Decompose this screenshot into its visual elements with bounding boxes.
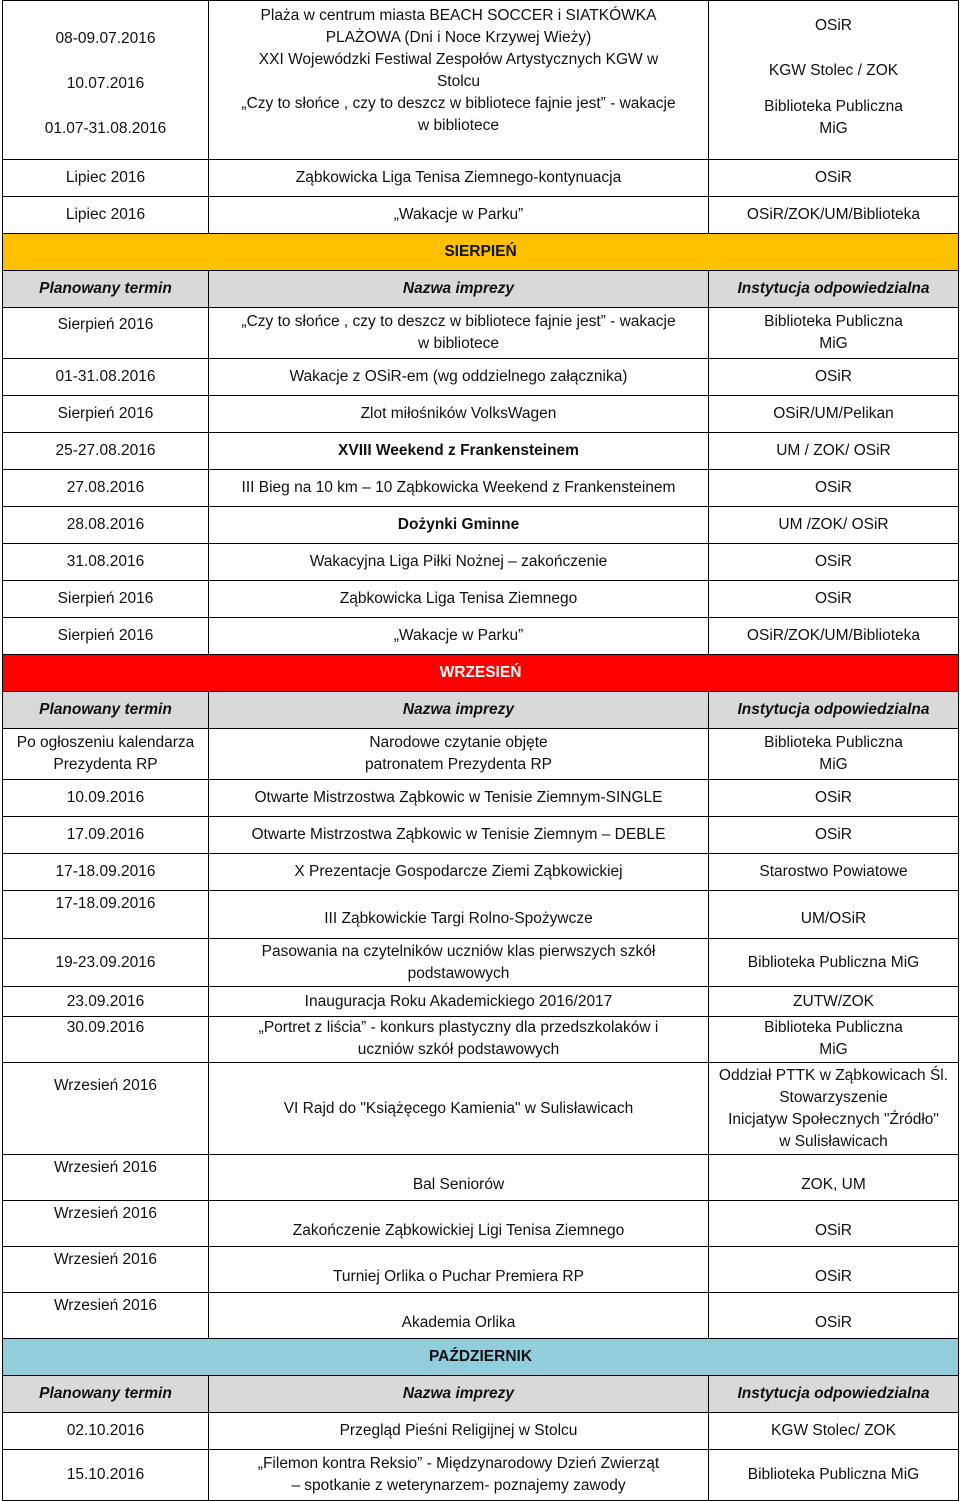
name-cell: Otwarte Mistrzostwa Ząbkowic w Tenisie Ziemnym-SINGLE <box>209 780 709 817</box>
date-cell: 02.10.2016 <box>3 1413 209 1450</box>
institution-cell: Biblioteka Publiczna MiG <box>709 1450 959 1501</box>
table-row <box>3 271 959 308</box>
event-name: w bibliotece <box>418 117 499 134</box>
table-row <box>3 308 959 359</box>
table-row <box>3 692 959 729</box>
name-line: patronatem Prezydenta RP <box>365 756 552 773</box>
name-cell <box>209 729 709 780</box>
institution-text: MiG <box>819 120 848 137</box>
event-name: Stolcu <box>436 73 481 90</box>
name-line: „Filemon kontra Reksio” - Międzynarodowy Dzień Zwierząt <box>257 1455 660 1472</box>
table-row <box>3 729 959 780</box>
name-line: Pasowania na czytelników uczniów klas pierwszych szkół <box>261 942 656 960</box>
date-cell: Lipiec 2016 <box>3 160 209 197</box>
header-date: Planowany termin <box>3 692 209 729</box>
table-row <box>3 1339 959 1376</box>
institution-cell: OSiR/ZOK/UM/Biblioteka <box>709 618 959 655</box>
institution-cell: OSiR <box>709 1247 959 1293</box>
name-cell <box>209 308 709 359</box>
name-cell: Turniej Orlika o Puchar Premiera RP <box>209 1247 709 1293</box>
event-name: „Czy to słońce , czy to deszcz w bibliotece fajnie jest” - wakacje <box>241 95 676 112</box>
name-cell: Ząbkowicka Liga Tenisa Ziemnego-kontynuacja <box>209 160 709 197</box>
table-row <box>3 1247 959 1293</box>
table-row <box>3 197 959 234</box>
institution-line: Stowarzyszenie <box>779 1088 888 1106</box>
institution-line: w Sulisławicach <box>779 1132 888 1150</box>
header-name: Nazwa imprezy <box>209 692 709 729</box>
events-table <box>2 0 959 1501</box>
institution-cell: Starostwo Powiatowe <box>709 854 959 891</box>
name-cell: VI Rajd do "Książęcego Kamienia" w Sulisławicach <box>209 1063 709 1155</box>
table-row <box>3 817 959 854</box>
event-name: Plaża w centrum miasta BEACH SOCCER i SIATKÓWKA <box>260 7 657 24</box>
name-cell: Otwarte Mistrzostwa Ząbkowic w Tenisie Ziemnym – DEBLE <box>209 817 709 854</box>
date-text: 01.07-31.08.2016 <box>44 119 167 137</box>
name-line: „Czy to słońce , czy to deszcz w bibliotece fajnie jest” - wakacje <box>241 313 676 330</box>
table-row <box>3 544 959 581</box>
institution-cell: UM /ZOK/ OSiR <box>709 507 959 544</box>
institution-cell: OSiR <box>709 817 959 854</box>
date-cell: 19-23.09.2016 <box>3 939 209 987</box>
name-cell: X Prezentacje Gospodarcze Ziemi Ząbkowickiej <box>209 854 709 891</box>
table-row <box>3 1201 959 1247</box>
date-cell: 27.08.2016 <box>3 470 209 507</box>
table-row <box>3 1413 959 1450</box>
institution-line: MiG <box>819 335 848 352</box>
institution-cell: UM/OSiR <box>709 891 959 939</box>
date-cell: Sierpień 2016 <box>3 581 209 618</box>
header-institution: Instytucja odpowiedzialna <box>709 1376 959 1413</box>
date-cell: Sierpień 2016 <box>3 618 209 655</box>
date-cell: 10.09.2016 <box>3 780 209 817</box>
name-cell: Akademia Orlika <box>209 1293 709 1339</box>
name-cell: Przegląd Pieśni Religijnej w Stolcu <box>209 1413 709 1450</box>
name-cell <box>209 1450 709 1501</box>
table-row <box>3 939 959 987</box>
date-cell: Wrzesień 2016 <box>3 1247 209 1293</box>
month-heading: PAŹDZIERNIK <box>3 1339 959 1376</box>
institution-cell: OSiR <box>709 544 959 581</box>
date-text: 10.07.2016 <box>66 74 145 92</box>
date-cell: 01-31.08.2016 <box>3 359 209 396</box>
date-cell: Wrzesień 2016 <box>3 1293 209 1339</box>
table-row <box>3 655 959 692</box>
table-row <box>3 581 959 618</box>
institution-cell <box>709 308 959 359</box>
name-line: Narodowe czytanie objęte <box>369 734 548 751</box>
institution-cell: OSiR <box>709 160 959 197</box>
date-cell: 30.09.2016 <box>3 1017 209 1063</box>
date-cell: Wrzesień 2016 <box>3 1155 209 1201</box>
month-heading: WRZESIEŃ <box>3 655 959 692</box>
event-name: PLAŻOWA (Dni i Noce Krzywej Wieży) <box>325 29 592 46</box>
table-row <box>3 160 959 197</box>
date-cell: Wrzesień 2016 <box>3 1063 209 1155</box>
institution-line: MiG <box>819 1041 848 1058</box>
name-cell: III Ząbkowickie Targi Rolno-Spożywcze <box>209 891 709 939</box>
date-cell: 17.09.2016 <box>3 817 209 854</box>
header-date: Planowany termin <box>3 271 209 308</box>
institution-cell: Biblioteka Publiczna MiG <box>709 939 959 987</box>
institution-cell <box>709 729 959 780</box>
table-row <box>3 1155 959 1201</box>
header-institution: Instytucja odpowiedzialna <box>709 692 959 729</box>
name-line: „Portret z liścia” - konkurs plastyczny dla przedszkolaków i <box>258 1019 659 1036</box>
header-name: Nazwa imprezy <box>209 1376 709 1413</box>
name-line: podstawowych <box>407 964 510 982</box>
institution-cell: OSiR <box>709 359 959 396</box>
date-cell: 15.10.2016 <box>3 1450 209 1501</box>
table-row <box>3 396 959 433</box>
date-cell: Wrzesień 2016 <box>3 1201 209 1247</box>
date-cell: Lipiec 2016 <box>3 197 209 234</box>
date-cell: 17-18.09.2016 <box>3 854 209 891</box>
institution-cell <box>709 1 959 160</box>
name-cell: Ząbkowicka Liga Tenisa Ziemnego <box>209 581 709 618</box>
institution-line: Biblioteka Publiczna <box>764 313 903 330</box>
name-cell: III Bieg na 10 km – 10 Ząbkowicka Weekend z Frankensteinem <box>209 470 709 507</box>
name-cell: Wakacje z OSiR-em (wg oddzielnego załącznika) <box>209 359 709 396</box>
institution-text: KGW Stolec / ZOK <box>768 62 899 79</box>
name-cell: „Wakacje w Parku” <box>209 618 709 655</box>
name-cell: Bal Seniorów <box>209 1155 709 1201</box>
table-row <box>3 854 959 891</box>
institution-line: Biblioteka Publiczna <box>764 1019 903 1036</box>
month-heading: SIERPIEŃ <box>3 234 959 271</box>
date-cell: 28.08.2016 <box>3 507 209 544</box>
name-cell: Wakacyjna Liga Piłki Nożnej – zakończenie <box>209 544 709 581</box>
table-row <box>3 1 959 160</box>
header-date: Planowany termin <box>3 1376 209 1413</box>
date-cell <box>3 1 209 160</box>
table-row <box>3 1063 959 1155</box>
name-line: – spotkanie z weterynarzem- poznajemy zawody <box>291 1477 626 1494</box>
institution-cell: OSiR <box>709 581 959 618</box>
institution-line: Oddział PTTK w Ząbkowicach Śl. <box>718 1066 949 1084</box>
institution-cell <box>709 1017 959 1063</box>
event-name: XXI Wojewódzki Festiwal Zespołów Artystycznych KGW w <box>258 51 659 68</box>
table-row <box>3 1450 959 1501</box>
name-cell: XVIII Weekend z Frankensteinem <box>209 433 709 470</box>
name-cell: Inauguracja Roku Akademickiego 2016/2017 <box>209 987 709 1017</box>
name-cell: „Wakacje w Parku” <box>209 197 709 234</box>
table-row <box>3 359 959 396</box>
name-cell <box>209 1017 709 1063</box>
institution-cell: OSiR/ZOK/UM/Biblioteka <box>709 197 959 234</box>
date-cell: 25-27.08.2016 <box>3 433 209 470</box>
name-cell: Dożynki Gminne <box>209 507 709 544</box>
table-row <box>3 891 959 939</box>
name-cell <box>209 939 709 987</box>
table-row <box>3 433 959 470</box>
table-row <box>3 1017 959 1063</box>
institution-cell: ZUTW/ZOK <box>709 987 959 1017</box>
institution-line: MiG <box>819 756 848 773</box>
name-cell <box>209 1 709 160</box>
table-row <box>3 618 959 655</box>
date-line: Prezydenta RP <box>53 756 158 773</box>
institution-cell: KGW Stolec/ ZOK <box>709 1413 959 1450</box>
institution-cell: ZOK, UM <box>709 1155 959 1201</box>
date-text: 08-09.07.2016 <box>55 29 156 47</box>
header-institution: Instytucja odpowiedzialna <box>709 271 959 308</box>
date-cell: 17-18.09.2016 <box>3 891 209 939</box>
institution-cell <box>709 1063 959 1155</box>
date-cell: 23.09.2016 <box>3 987 209 1017</box>
institution-cell: OSiR <box>709 1201 959 1247</box>
table-row <box>3 470 959 507</box>
institution-cell: OSiR <box>709 780 959 817</box>
date-cell <box>3 729 209 780</box>
institution-cell: OSiR <box>709 1293 959 1339</box>
name-cell: Zlot miłośników VolksWagen <box>209 396 709 433</box>
institution-text: Biblioteka Publiczna <box>764 98 903 115</box>
table-row <box>3 234 959 271</box>
date-cell: Sierpień 2016 <box>3 396 209 433</box>
table-row <box>3 507 959 544</box>
institution-cell: OSiR/UM/Pelikan <box>709 396 959 433</box>
table-row <box>3 780 959 817</box>
date-cell: Sierpień 2016 <box>3 308 209 359</box>
table-row <box>3 1293 959 1339</box>
institution-cell: OSiR <box>709 470 959 507</box>
institution-cell: UM / ZOK/ OSiR <box>709 433 959 470</box>
name-line: uczniów szkół podstawowych <box>357 1041 560 1058</box>
date-cell: 31.08.2016 <box>3 544 209 581</box>
institution-line: Biblioteka Publiczna <box>764 734 903 751</box>
header-name: Nazwa imprezy <box>209 271 709 308</box>
events-table-body <box>3 1 959 1501</box>
table-row <box>3 1376 959 1413</box>
institution-line: Inicjatyw Społecznych "Źródło" <box>728 1110 939 1128</box>
institution-text: OSiR <box>814 17 853 34</box>
table-row <box>3 987 959 1017</box>
name-cell: Zakończenie Ząbkowickiej Ligi Tenisa Ziemnego <box>209 1201 709 1247</box>
name-line: w bibliotece <box>418 335 499 352</box>
date-line: Po ogłoszeniu kalendarza <box>16 734 195 751</box>
